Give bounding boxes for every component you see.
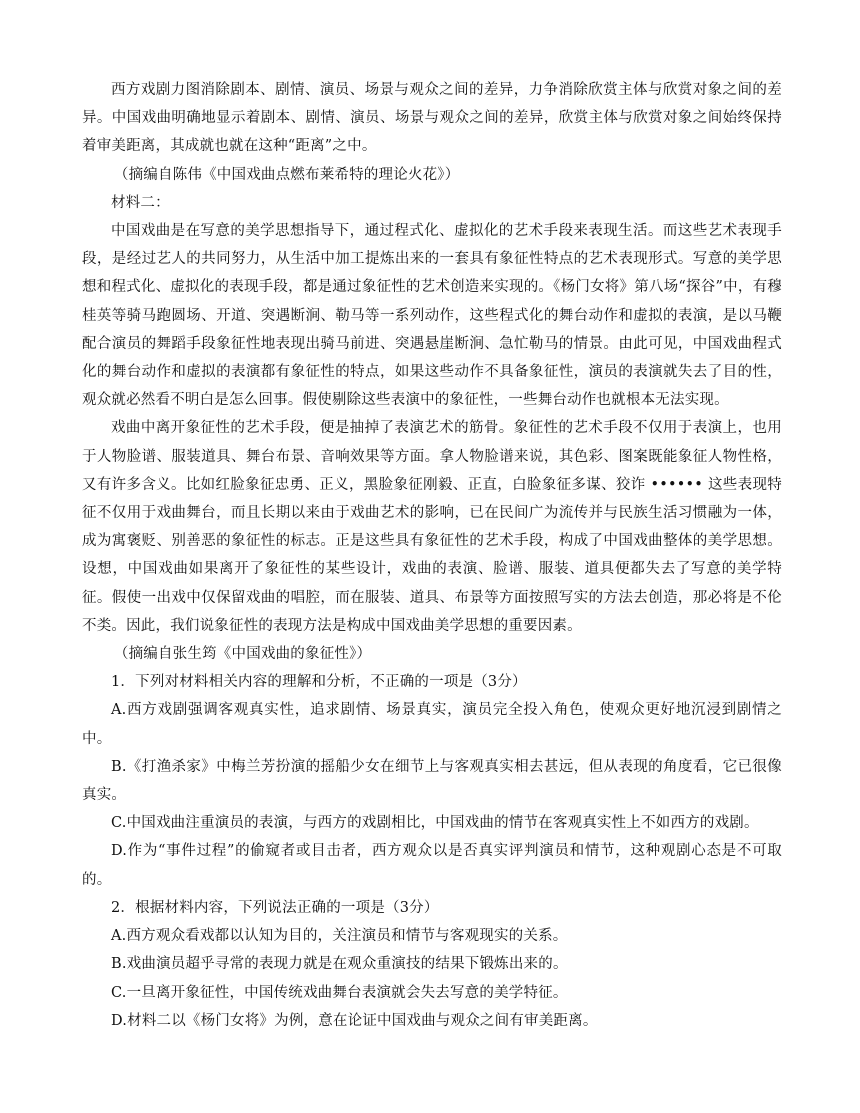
material2-paragraph-2: 戏曲中离开象征性的艺术手段，便是抽掉了表演艺术的筋骨。象征性的艺术手段不仅用于表演上，也用于人物脸谱、服装道具、舞台布景、音响效果等方面。拿人物脸谱来说，其色彩、图案既能象征人物性格，又有许多含义。比如红脸象征忠勇、正义，黑脸象征刚毅、正直，白脸象征多谋、狡诈 •••••• 这些表现特征不仅用于戏曲舞台，而且长期以来由于戏曲艺术的影响，已在民间广为流传并与民族生活习惯融为一体，成为寓褒贬、别善恶的象征性的标志。正是这些具有象征性的艺术手段，构成了中国戏曲整体的美学思想。设想，中国戏曲如果离开了象征性的某些设计，戏曲的表演、脸谱、服装、道具便都失去了写意的美学特征。假使一出戏中仅保留戏曲的唱腔，而在服装、道具、布景等方面按照写实的方法去创造，那必将是不伦不类。因此，我们说象征性的表现方法是构成中国戏曲美学思想的重要因素。 — [82, 420, 782, 634]
material1-paragraph: 西方戏剧力图消除剧本、剧情、演员、场景与观众之间的差异，力争消除欣赏主体与欣赏对象之间的差异。中国戏曲明确地显示着剧本、剧情、演员、场景与观众之间的差异，欣赏主体与欣赏对象之间始终保持着审美距离，其成就也就在这种“距离”之中。 — [82, 82, 782, 155]
material2-source: （摘编自张生筠《中国戏曲的象征性》） — [113, 646, 372, 663]
question-2-option-d: D.材料二以《杨门女将》为例，意在论证中国戏曲与观众之间有审美距离。 — [111, 1012, 598, 1029]
question-1-option-b: B.《打渔杀家》中梅兰芳扮演的摇船少女在细节上与客观真实相去甚远，但从表现的角度看，它已很像真实。 — [82, 758, 782, 804]
question-1-option-d: D.作为“事件过程”的偷窥者或目击者，西方观众以是否真实评判演员和情节，这种观剧心态是不可取的。 — [82, 843, 782, 888]
question-2-option-a: A.西方观众看戏都以认知为目的，关注演员和情节与客观现实的关系。 — [111, 928, 568, 945]
question-1-option-a: A.西方戏剧强调客观真实性，追求剧情、场景真实，演员完全投入角色，使观众更好地沉浸到剧情之中。 — [82, 702, 782, 747]
material1-source: （摘编自陈伟《中国戏曲点燃布莱希特的理论火花》） — [113, 166, 460, 183]
question-2-option-c: C.一旦离开象征性，中国传统戏曲舞台表演就会失去写意的美学特征。 — [111, 984, 568, 1001]
question-1-option-c: C.中国戏曲注重演员的表演，与西方的戏剧相比，中国戏曲的情节在客观真实性上不如西方的戏剧。 — [111, 815, 759, 832]
question-2-option-b: B.戏曲演员超乎寻常的表现力就是在观众重演技的结果下锻炼出来的。 — [111, 956, 568, 973]
material2-paragraph-1: 中国戏曲是在写意的美学思想指导下，通过程式化、虚拟化的艺术手段来表现生活。而这些艺术表现手段，是经过艺人的共同努力，从生活中加工提炼出来的一套具有象征性特点的艺术表现形式。写意的美学思想和程式化、虚拟化的表现手段，都是通过象征性的艺术创造来实现的。《杨门女将》第八场“探谷”中，有穆桂英等骑马跑圆场、开道、突遇断涧、勒马等一系列动作，这些程式化的舞台动作和虚拟的表演，是以马鞭配合演员的舞蹈手段象征性地表现出骑马前进、突遇悬崖断涧、急忙勒马的情景。由此可见，中国戏曲程式化的舞台动作和虚拟的表演都有象征性的特点，如果这些动作不具备象征性，演员的表演就失去了目的性，观众就必然看不明白是怎么回事。假使剔除这些表演中的象征性，一些舞台动作也就根本无法实现。 — [82, 223, 782, 409]
material2-heading: 材料二： — [111, 194, 170, 211]
question-2-stem: 2．根据材料内容，下列说法正确的一项是（3分） — [111, 899, 439, 916]
question-1-stem: 1．下列对材料相关内容的理解和分析，不正确的一项是（3分） — [111, 674, 527, 691]
